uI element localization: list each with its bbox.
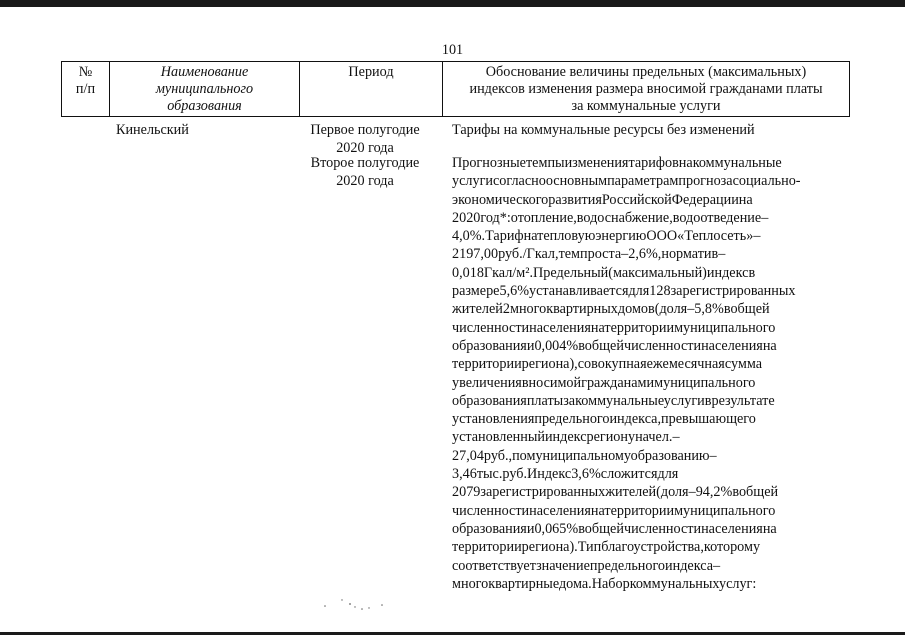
justification-line: образованияи0,004%вобщейчисленностинаселенияна [452,337,777,354]
justification-line: экономическогоразвитияРоссийскойФедерациина [452,191,753,208]
header-col-justification-line: индексов изменения размера вносимой гражданами платы [469,81,823,97]
header-col-number-line: п/п [75,81,96,97]
header-col-municipality [110,62,300,116]
justification-first-half: Тарифы на коммунальные ресурсы без изменений [452,122,755,138]
table-header [61,61,850,117]
justification-line: увеличениявносимойгражданамимуниципального [452,374,756,391]
header-col-justification-line: Обоснование величины предельных (максимальных) [485,64,807,80]
header-col-number-line: № [78,64,93,80]
justification-line: 2079зарегистрированныхжителей(доля–94,2%вобщей [452,484,779,501]
justification-line: 3,46тыс.руб.Индекс3,6%сложитсядля [452,466,679,483]
header-col-period-line: Период [348,64,394,80]
page-number: 101 [441,42,464,58]
justification-line: образованияплатызакоммунальныеуслугиврезультате [452,392,775,409]
header-col-period [300,62,443,116]
municipality-name: Кинельский [116,122,189,138]
period-first-half-line: Первое полугодие [310,122,420,138]
justification-line: многоквартирныедома.Наборкоммунальныхуслуг: [452,575,757,592]
period-first-half [302,121,428,158]
justification-line: соответствуетзначениепредельногоиндекса– [452,557,721,574]
justification-line: размере5,6%устанавливаетсядля128зарегистрированных [452,283,796,300]
justification-line: образованияи0,065%вобщейчисленностинаселенияна [452,520,777,537]
justification-second-half [452,154,844,593]
justification-line: 2020год*:отопление,водоснабжение,водоотведение– [452,209,769,226]
justification-line: численностинаселениянатерриториимуниципального [452,502,776,519]
justification-line: 27,04руб.,помуниципальномуобразованию– [452,447,717,464]
header-col-municipality-line: Наименование [160,64,249,80]
header-col-justification [443,62,849,116]
period-second-half-line: 2020 года [336,173,394,190]
justification-line: установленныйиндексрегионуначел.– [452,429,680,446]
period-second-half-line: Второе полугодие [310,155,420,171]
justification-line: жителей2многоквартирныхдомов(доля–5,8%вобщей [452,301,770,318]
justification-line: 4,0%.ТарифнатепловуюэнергиюООО«Теплосеть»– [452,228,761,245]
justification-line: Прогнозныетемпыизменениятарифовнакоммунальные [452,155,782,171]
scan-bottom-border [0,632,905,635]
header-col-municipality-line: муниципального [155,81,254,97]
header-col-justification-line: за коммунальные услуги [571,98,721,114]
scan-specks [322,594,392,614]
justification-line: 0,018Гкал/м².Предельный(максимальный)индексв [452,264,756,281]
header-col-municipality-line: образования [167,98,242,114]
justification-line: территориирегиона),совокупнаяежемесячнаясумма [452,356,763,373]
justification-line: численностинаселениянатерриториимуниципального [452,319,776,336]
scan-top-border [0,0,905,7]
period-second-half [302,154,428,191]
period-first-half-line: 2020 года [336,140,394,157]
header-col-number [62,62,110,116]
justification-line: территориирегиона).Типблагоустройства,которому [452,539,761,556]
justification-line: услугисогласноосновнымпараметрампрогнозасоциально- [452,173,801,190]
justification-line: 2197,00руб./Гкал,темпроста–2,6%,норматив– [452,246,726,263]
justification-line: установленияпредельногоиндекса,превышающего [452,411,756,428]
